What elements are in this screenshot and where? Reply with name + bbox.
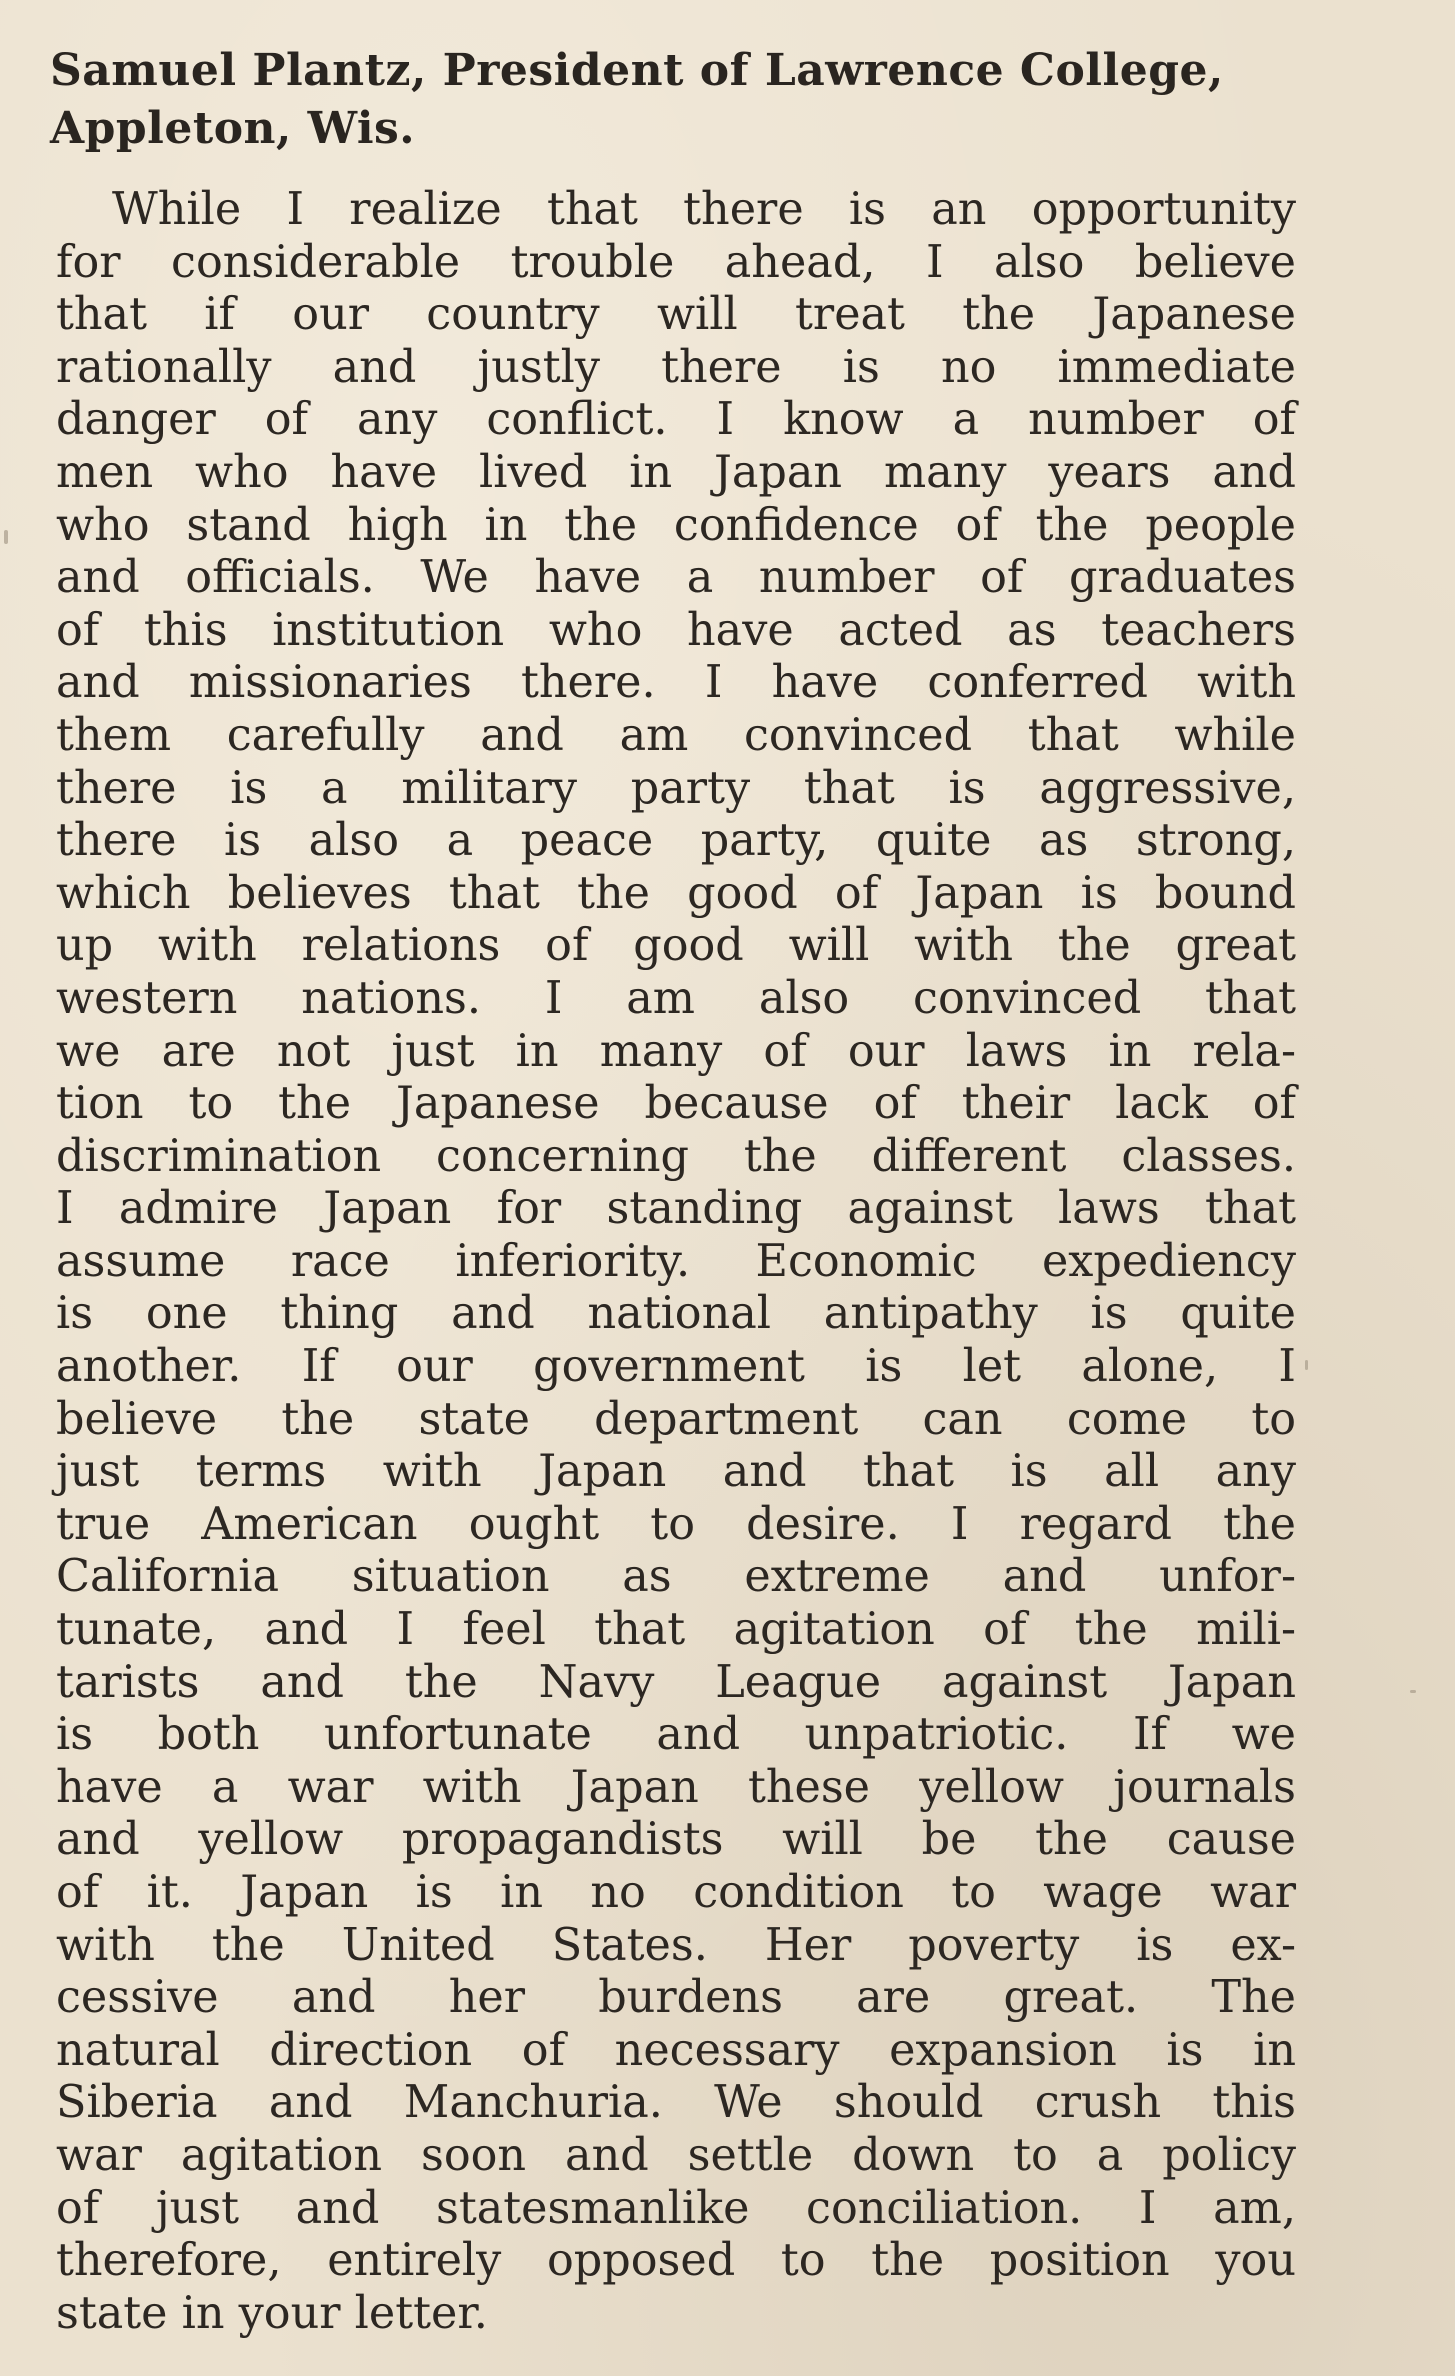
body-line: that if our country will treat the Japanese xyxy=(56,289,1296,341)
body-line: of this institution who have acted as teachers xyxy=(56,604,1296,656)
body-line: is one thing and national antipathy is quite xyxy=(56,1288,1296,1340)
body-line: war agitation soon and settle down to a policy xyxy=(56,2129,1296,2181)
body-line: up with relations of good will with the great xyxy=(56,920,1296,972)
body-line: cessive and her burdens are great. The xyxy=(56,1972,1296,2024)
body-line: of just and statesmanlike conciliation. I am, xyxy=(56,2182,1296,2234)
body-line: and officials. We have a number of graduates xyxy=(56,552,1296,604)
body-line-last: state in your letter. xyxy=(56,2287,488,2339)
letter-heading xyxy=(50,42,1300,158)
body-line: true American ought to desire. I regard the xyxy=(56,1498,1296,1550)
body-line: with the United States. Her poverty is ex- xyxy=(56,1919,1296,1971)
body-line: just terms with Japan and that is all any xyxy=(56,1446,1296,1498)
body-line: and missionaries there. I have conferred with xyxy=(56,657,1296,709)
letter-body xyxy=(56,184,1296,2340)
paper-speck xyxy=(1305,1360,1308,1370)
body-line: another. If our government is let alone, I xyxy=(56,1341,1296,1393)
body-line: is both unfortunate and unpatriotic. If we xyxy=(56,1709,1296,1761)
body-line: natural direction of necessary expansion is in xyxy=(56,2024,1296,2076)
body-line: assume race inferiority. Economic expediency xyxy=(56,1235,1296,1287)
heading-line-2: Appleton, Wis. xyxy=(50,103,416,154)
body-line: and yellow propagandists will be the cause xyxy=(56,1814,1296,1866)
paper-speck xyxy=(4,530,8,544)
body-line: there is also a peace party, quite as strong, xyxy=(56,815,1296,867)
body-line: tion to the Japanese because of their lack of xyxy=(56,1078,1296,1130)
body-line: which believes that the good of Japan is bound xyxy=(56,867,1296,919)
body-line: therefore, entirely opposed to the position you xyxy=(56,2235,1296,2287)
body-line: believe the state department can come to xyxy=(56,1393,1296,1445)
body-line: who stand high in the confidence of the people xyxy=(56,499,1296,551)
paper-speck xyxy=(1410,1690,1416,1693)
body-line: there is a military party that is aggressive, xyxy=(56,762,1296,814)
body-line: them carefully and am convinced that while xyxy=(56,709,1296,761)
body-line: tarists and the Navy League against Japan xyxy=(56,1656,1296,1708)
body-line: While I realize that there is an opportunity xyxy=(112,184,1296,235)
body-line: California situation as extreme and unfor- xyxy=(56,1551,1296,1603)
body-line: Siberia and Manchuria. We should crush this xyxy=(56,2077,1296,2129)
body-line: have a war with Japan these yellow journals xyxy=(56,1761,1296,1813)
body-line: rationally and justly there is no immediate xyxy=(56,341,1296,393)
heading-line-1: Samuel Plantz, President of Lawrence College, xyxy=(50,45,1224,96)
body-line: tunate, and I feel that agitation of the mili- xyxy=(56,1604,1296,1656)
body-line: I admire Japan for standing against laws that xyxy=(56,1183,1296,1235)
body-line: discrimination concerning the different classes. xyxy=(56,1130,1296,1182)
body-line: of it. Japan is in no condition to wage war xyxy=(56,1867,1296,1918)
body-line: western nations. I am also convinced that xyxy=(56,972,1296,1024)
body-line: for considerable trouble ahead, I also believe xyxy=(56,236,1296,288)
body-line: men who have lived in Japan many years and xyxy=(56,446,1296,498)
body-line: we are not just in many of our laws in rela- xyxy=(56,1025,1296,1077)
body-line: danger of any conflict. I know a number of xyxy=(56,394,1296,446)
